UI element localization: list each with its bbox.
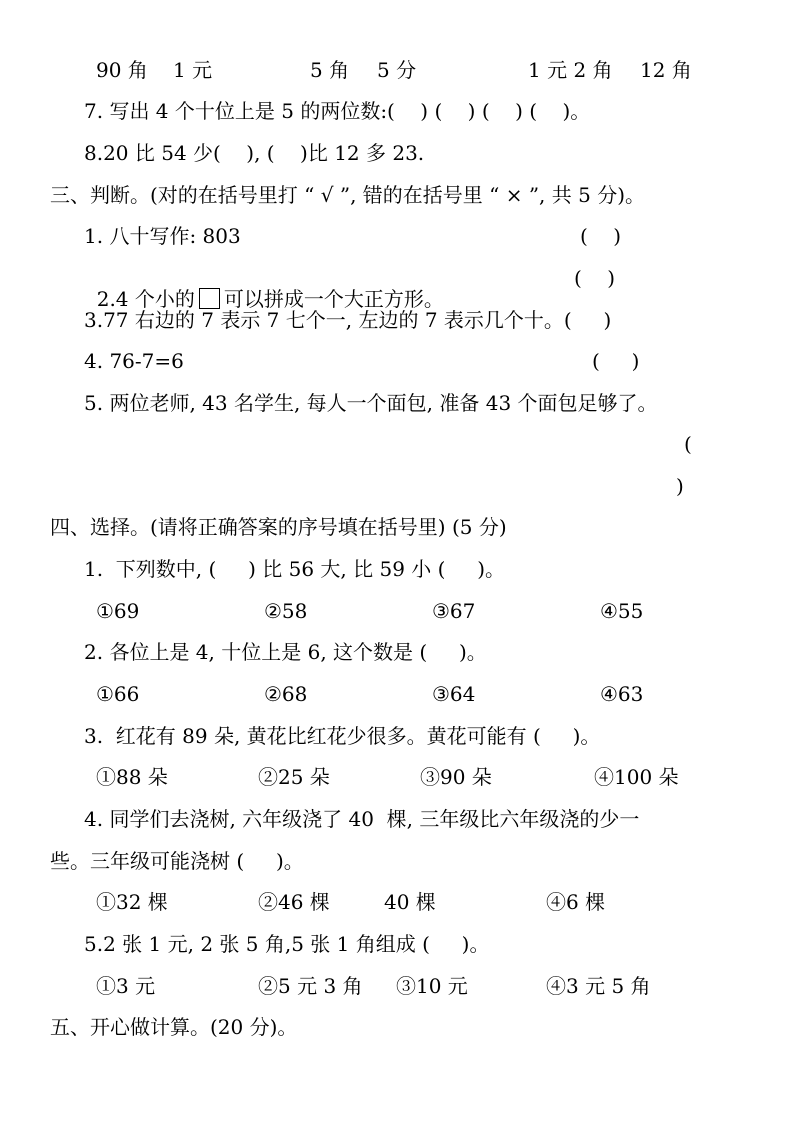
choice-3-option-1: ①88 朵 [96, 765, 168, 789]
choice-2-option-1: ①66 [96, 682, 140, 706]
choice-4-option-2: ②46 棵 [258, 890, 330, 914]
choice-5-option-3: ③10 元 [396, 974, 468, 998]
judge-question-5: 5. 两位老师, 43 名学生, 每人一个面包, 准备 43 个面包足够了。 [84, 391, 658, 415]
choice-4-option-4: ④6 棵 [546, 890, 606, 914]
choice-1-option-4: ④55 [600, 599, 644, 623]
choice-3-option-2: ②25 朵 [258, 765, 330, 789]
question-8: 8.20 比 54 少( ), ( )比 12 多 23. [84, 141, 425, 165]
choice-4-option-1: ①32 棵 [96, 890, 168, 914]
choice-5-option-1: ①3 元 [96, 974, 156, 998]
judge-answer-blank-4[interactable]: ( ) [592, 349, 640, 373]
section-4-title: 四、选择。(请将正确答案的序号填在括号里) (5 分) [50, 515, 507, 539]
judge-answer-close-paren-5[interactable]: ) [676, 474, 684, 498]
judge-question-2 [84, 268, 444, 309]
choice-5-option-2: ②5 元 3 角 [258, 974, 363, 998]
section-5-title: 五、开心做计算。(20 分)。 [50, 1015, 298, 1039]
judge-answer-blank-1[interactable]: ( ) [580, 224, 622, 248]
judge-answer-blank-2[interactable]: ( ) [574, 266, 616, 290]
section-3-title: 三、判断。(对的在括号里打 “ √ ”, 错的在括号里 “ × ”, 共 5 分)。 [50, 183, 646, 207]
choice-1-option-2: ②58 [264, 599, 308, 623]
judge-question-4: 4. 76-7=6 [84, 349, 184, 373]
choice-3-option-4: ④100 朵 [594, 765, 679, 789]
judge-question-1: 1. 八十写作: 803 [84, 224, 241, 248]
small-square-icon [199, 288, 220, 309]
judge-question-3: 3.77 右边的 7 表示 7 七个一, 左边的 7 表示几个十。( ) [84, 308, 612, 332]
judge-question-2-part-b: 可以拼成一个大正方形。 [223, 287, 444, 311]
question-7: 7. 写出 4 个十位上是 5 的两位数:( ) ( ) ( ) ( )。 [84, 99, 591, 123]
choice-question-4-line-2: 些。三年级可能浇树 ( )。 [50, 849, 304, 873]
choice-question-5: 5.2 张 1 元, 2 张 5 角,5 张 1 角组成 ( )。 [84, 932, 490, 956]
choice-question-1: 1. 下列数中, ( ) 比 56 大, 比 59 小 ( )。 [84, 557, 506, 581]
option-12-jiao: 12 角 [640, 58, 692, 82]
choice-2-option-3: ③64 [432, 682, 476, 706]
choice-5-option-4: ④3 元 5 角 [546, 974, 651, 998]
judge-question-2-part-a: 2.4 个小的 [96, 287, 195, 311]
option-5-jiao: 5 角 [310, 58, 350, 82]
choice-2-option-2: ②68 [264, 682, 308, 706]
judge-answer-open-paren-5[interactable]: ( [684, 432, 692, 456]
choice-1-option-1: ①69 [96, 599, 140, 623]
choice-question-3: 3. 红花有 89 朵, 黄花比红花少很多。黄花可能有 ( )。 [84, 724, 601, 748]
choice-2-option-4: ④63 [600, 682, 644, 706]
option-90-jiao: 90 角 [96, 58, 148, 82]
choice-1-option-3: ③67 [432, 599, 476, 623]
choice-3-option-3: ③90 朵 [420, 765, 492, 789]
option-1-yuan: 1 元 [173, 58, 213, 82]
option-1-yuan-2-jiao: 1 元 2 角 [528, 58, 613, 82]
choice-question-4-line-1: 4. 同学们去浇树, 六年级浇了 40 棵, 三年级比六年级浇的少一 [84, 807, 640, 831]
choice-question-2: 2. 各位上是 4, 十位上是 6, 这个数是 ( )。 [84, 640, 487, 664]
option-5-fen: 5 分 [377, 58, 417, 82]
choice-4-option-3: 40 棵 [384, 890, 436, 914]
